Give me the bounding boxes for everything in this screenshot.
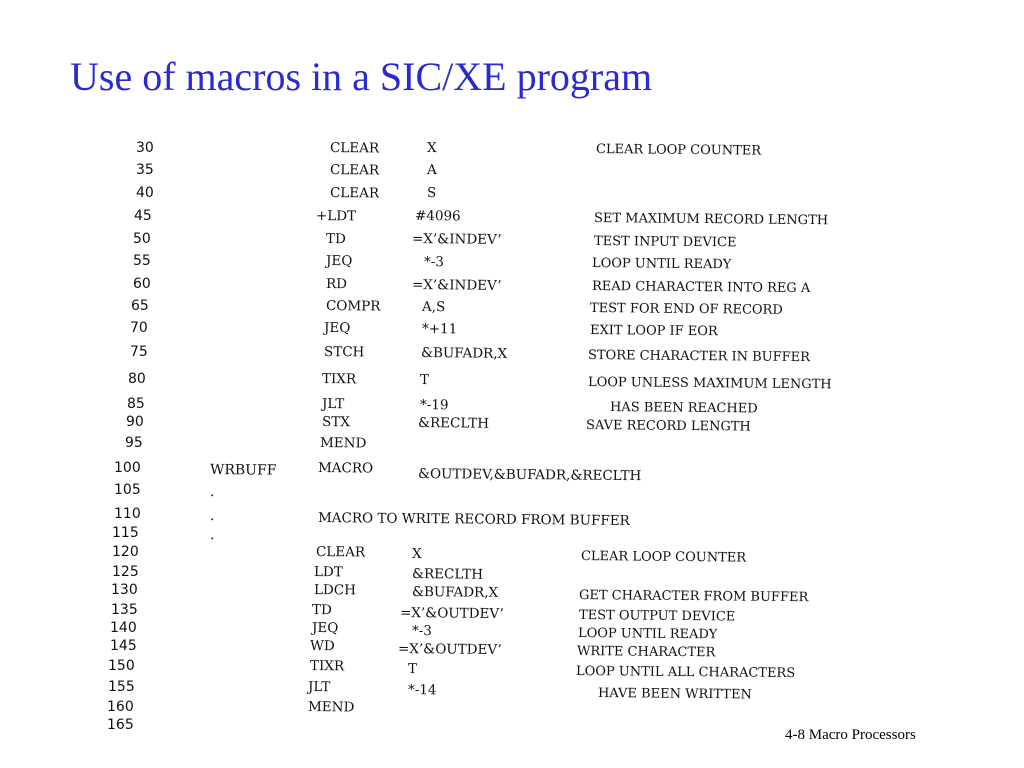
line-number: 110	[114, 506, 141, 522]
source-opcode: LDCH	[313, 582, 356, 599]
line-number: 45	[134, 208, 152, 224]
source-opcode: JEQ	[323, 320, 351, 337]
line-number: 100	[114, 460, 141, 476]
source-operand: *-3	[411, 622, 432, 639]
line-number: 125	[112, 564, 139, 580]
source-comment: SAVE RECORD LENGTH	[585, 418, 751, 435]
source-opcode: COMPR	[325, 298, 381, 315]
source-operand: #4096	[414, 208, 461, 225]
source-label: .	[209, 527, 215, 544]
source-opcode: JEQ	[311, 620, 339, 637]
source-comment: LOOP UNTIL READY	[577, 625, 718, 643]
source-operand: T	[407, 660, 418, 677]
source-comment: TEST FOR END OF RECORD	[589, 301, 783, 319]
line-number: 30	[136, 140, 154, 156]
source-operand: T	[419, 372, 430, 389]
source-opcode: MEND	[319, 435, 367, 452]
source-opcode: LDT	[313, 564, 343, 581]
source-comment: GET CHARACTER FROM BUFFER	[578, 587, 809, 605]
line-number: 120	[112, 544, 139, 560]
source-operand: *-14	[407, 682, 437, 699]
source-operand: =X’&INDEV’	[411, 231, 502, 249]
line-number: 105	[114, 482, 141, 498]
source-opcode: RD	[325, 276, 348, 293]
slide-title: Use of macros in a SIC/XE program	[70, 54, 653, 99]
source-operand: &RECLTH	[411, 566, 484, 583]
source-opcode: MACRO	[317, 460, 374, 477]
source-comment: LOOP UNTIL ALL CHARACTERS	[575, 664, 796, 682]
line-number: 115	[112, 525, 139, 541]
source-opcode: TD	[311, 602, 332, 619]
line-number: 55	[133, 253, 151, 269]
line-number: 155	[108, 679, 135, 695]
source-comment: HAS BEEN REACHED	[609, 399, 758, 417]
source-opcode: JLT	[307, 679, 331, 696]
source-operand: X	[411, 546, 422, 563]
line-number: 40	[136, 185, 154, 201]
line-number: 65	[131, 298, 149, 314]
source-comment: EXIT LOOP IF EOR	[589, 323, 718, 340]
source-opcode: MACRO TO WRITE RECORD FROM BUFFER	[317, 510, 630, 529]
line-number: 160	[107, 699, 134, 715]
source-opcode: STX	[321, 414, 350, 431]
source-comment: CLEAR LOOP COUNTER	[595, 142, 762, 159]
source-opcode: STCH	[323, 344, 365, 361]
line-number: 70	[130, 320, 148, 336]
source-comment: LOOP UNTIL READY	[591, 255, 732, 273]
line-number: 85	[127, 396, 145, 412]
source-opcode: CLEAR	[329, 162, 380, 179]
source-operand: =X’&OUTDEV’	[399, 604, 504, 622]
source-operand: &BUFADR,X	[411, 584, 499, 602]
program-listing	[100, 130, 890, 745]
source-opcode: TD	[325, 231, 346, 248]
source-opcode: CLEAR	[315, 544, 366, 561]
source-comment: WRITE CHARACTER	[576, 644, 716, 661]
line-number: 130	[111, 582, 138, 598]
line-number: 95	[125, 435, 143, 451]
line-number: 75	[130, 344, 148, 360]
source-comment: SET MAXIMUM RECORD LENGTH	[593, 210, 829, 228]
source-opcode: MEND	[307, 699, 355, 716]
line-number: 140	[110, 620, 137, 636]
slide-footer: 4-8 Macro Processors	[785, 727, 916, 743]
source-operand: =X’&INDEV’	[411, 276, 502, 294]
source-label: WRBUFF	[209, 462, 277, 479]
source-operand: A	[426, 162, 437, 179]
line-number: 80	[128, 371, 146, 387]
source-operand: =X’&OUTDEV’	[397, 640, 502, 658]
source-operand: &RECLTH	[417, 415, 490, 433]
source-opcode: CLEAR	[329, 140, 380, 157]
source-operand: S	[426, 185, 437, 202]
source-operand: &OUTDEV,&BUFADR,&RECLTH	[417, 465, 642, 484]
source-label: .	[209, 508, 215, 525]
source-comment: TEST INPUT DEVICE	[593, 233, 737, 251]
source-opcode: TIXR	[309, 658, 345, 675]
line-number: 50	[133, 231, 151, 247]
line-number: 35	[136, 162, 154, 178]
line-number: 135	[111, 602, 138, 618]
source-opcode: CLEAR	[329, 185, 380, 202]
source-comment: LOOP UNLESS MAXIMUM LENGTH	[587, 374, 832, 393]
line-number: 150	[108, 658, 135, 674]
source-label: .	[209, 484, 215, 501]
source-comment: TEST OUTPUT DEVICE	[578, 607, 736, 625]
source-opcode: TIXR	[321, 371, 357, 388]
source-operand: *+11	[421, 320, 458, 338]
line-number: 90	[126, 414, 144, 430]
line-number: 165	[107, 717, 134, 733]
source-operand: &BUFADR,X	[420, 345, 508, 362]
source-operand: A,S	[421, 298, 446, 316]
source-comment: STORE CHARACTER IN BUFFER	[587, 347, 811, 365]
source-operand: *-19	[419, 397, 449, 414]
source-comment: HAVE BEEN WRITTEN	[597, 685, 752, 702]
source-comment: CLEAR LOOP COUNTER	[580, 549, 747, 566]
source-comment: READ CHARACTER INTO REG A	[591, 279, 811, 297]
line-number: 60	[133, 276, 151, 292]
source-opcode: JEQ	[325, 253, 353, 270]
source-opcode: JLT	[321, 396, 345, 413]
source-operand: *-3	[423, 253, 444, 270]
source-operand: X	[426, 140, 437, 157]
line-number: 145	[110, 638, 137, 654]
source-opcode: +LDT	[315, 208, 357, 225]
source-opcode: WD	[309, 638, 335, 655]
